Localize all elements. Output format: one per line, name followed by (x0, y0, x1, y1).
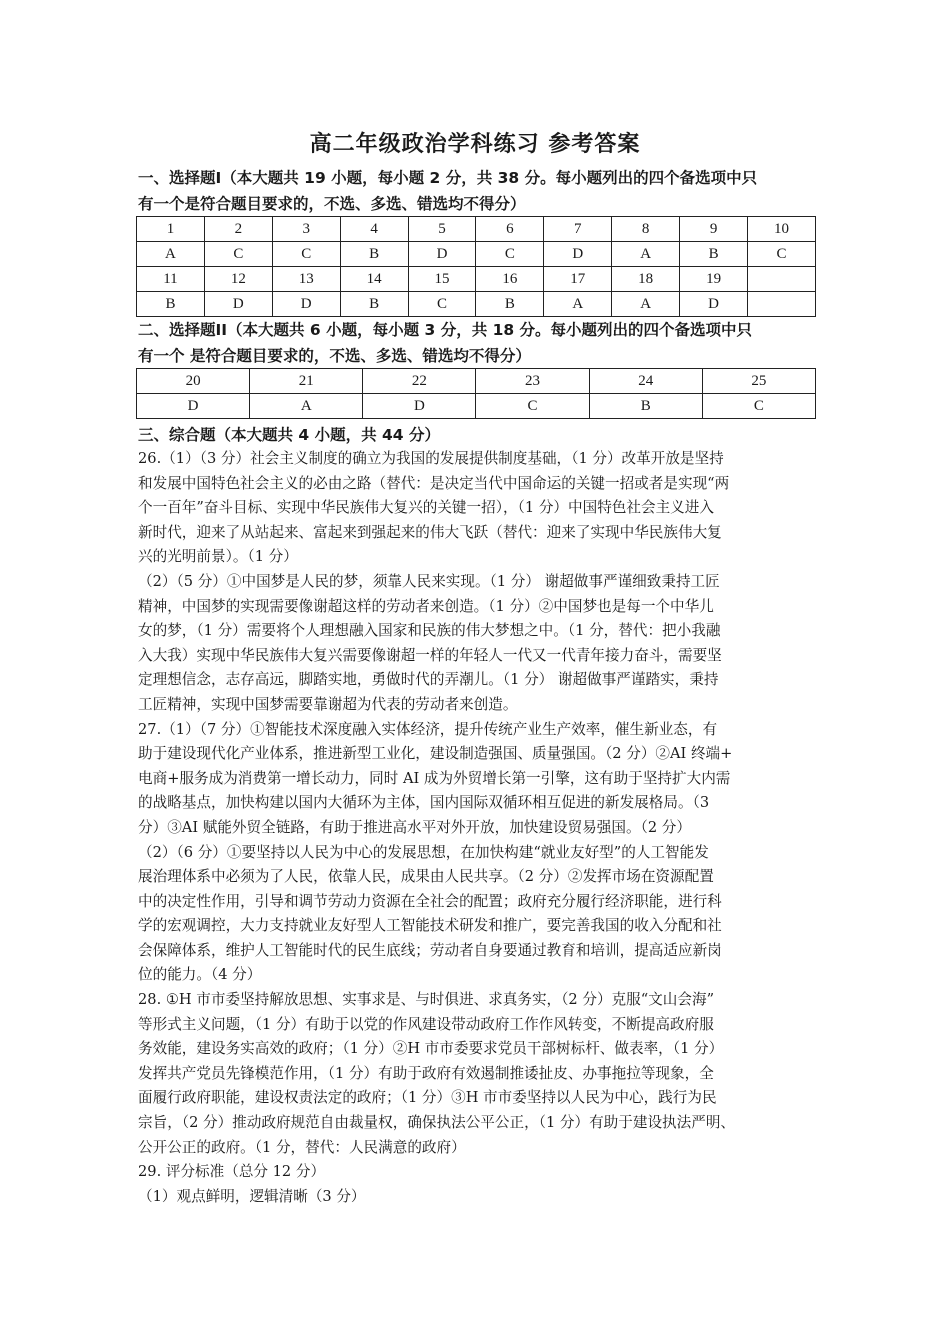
answer-cell: D (408, 242, 476, 267)
answer-cell: 14 (340, 267, 408, 292)
answer-cell: C (702, 394, 815, 419)
section1-heading-line: 一、选择题I（本大题共 19 小题，每小题 2 分，共 38 分。每小题列出的四个备选项中只 (138, 169, 758, 187)
answer-text-line: 26.（1）（3 分）社会主义制度的确立为我国的发展提供制度基础，（1 分）改革开放是坚持 (138, 450, 724, 467)
answer-text-line: 新时代，迎来了从站起来、富起来到强起来的伟大飞跃（替代：迎来了实现中华民族伟大复 (138, 523, 722, 541)
answer-cell: 25 (702, 369, 815, 394)
answer-text-line: 公开公正的政府。（1 分，替代：人民满意的政府） (138, 1138, 466, 1156)
answer-text-line: 助于建设现代化产业体系，推进新型工业化，建设制造强国、质量强国。（2 分）②AI 终端+ (138, 745, 733, 763)
answer-cell: D (137, 394, 250, 419)
answer-text-line: 29. 评分标准（总分 12 分） (138, 1163, 326, 1181)
answer-cell: 4 (340, 217, 408, 242)
answer-cell: 3 (272, 217, 340, 242)
answer-cell: B (589, 394, 702, 419)
answer-text-line: 电商+服务成为消费第一增长动力，同时 AI 成为外贸增长第一引擎，这有助于坚持扩大内需 (138, 769, 731, 787)
answer-text-line: 位的能力。（4 分） (138, 966, 262, 984)
answer-text-line: （1）观点鲜明，逻辑清晰（3 分） (138, 1187, 366, 1205)
answer-cell: 19 (680, 267, 748, 292)
answer-cell: 16 (476, 267, 544, 292)
answer-cell: 9 (680, 217, 748, 242)
section1-heading (138, 165, 818, 217)
section2-answer-table (136, 368, 816, 419)
section2-heading-line: 有一个 是符合题目要求的，不选、多选、错选均不得分） (138, 347, 531, 365)
answer-cell: 10 (748, 217, 816, 242)
answer-text-line: （2）（5 分）①中国梦是人民的梦，须靠人民来实现。（1 分） 谢超做事严谨细致秉持工匠 (138, 572, 720, 590)
answer-cell: 6 (476, 217, 544, 242)
answer-text-line: 学的宏观调控，大力支持就业友好型人工智能技术研发和推广，要完善我国的收入分配和社 (138, 917, 722, 935)
answer-text-line: 27.（1）（7 分）①智能技术深度融入实体经济，提升传统产业生产效率，催生新业态，有 (138, 720, 718, 738)
answer-text-line: 发挥共产党员先锋模范作用，（1 分）有助于政府有效遏制推诿扯皮、办事拖拉等现象，全 (138, 1064, 714, 1082)
answer-cell: 12 (204, 267, 272, 292)
answer-text-line: 28. ①H 市市委坚持解放思想、实事求是、与时俱进、求真务实，（2 分）克服“文山会海” (138, 991, 715, 1009)
answer-cell: 21 (250, 369, 363, 394)
answer-cell: 20 (137, 369, 250, 394)
answer-cell: A (137, 242, 205, 267)
answer-cell (748, 292, 816, 317)
answer-cell: B (137, 292, 205, 317)
answer-text-line: 和发展中国特色社会主义的必由之路（替代：是决定当代中国命运的关键一招或者是实现“两 (138, 474, 730, 492)
section2-heading (138, 317, 818, 369)
answer-table-row (137, 394, 816, 419)
answer-text-line: 的战略基点，加快构建以国内大循环为主体，国内国际双循环相互促进的新发展格局。（3 (138, 794, 710, 812)
section3-heading: 三、综合题（本大题共 4 小题，共 44 分） (138, 426, 440, 444)
answer-table-row (137, 267, 816, 292)
answer-cell: 17 (544, 267, 612, 292)
answer-cell: B (340, 292, 408, 317)
answer-text-line: 面履行政府职能，建设权责法定的政府；（1 分）③H 市市委坚持以人民为中心，践行为民 (138, 1089, 717, 1107)
answer-cell: 7 (544, 217, 612, 242)
answer-cell: C (272, 242, 340, 267)
answer-cell: 1 (137, 217, 205, 242)
answer-table-row (137, 292, 816, 317)
answer-text-line: 务效能，建设务实高效的政府；（1 分）②H 市市委要求党员干部树标杆、做表率，（1 分） (138, 1040, 724, 1058)
answer-cell: B (680, 242, 748, 267)
page-title: 高二年级政治学科练习 参考答案 (309, 132, 641, 157)
answer-cell: 5 (408, 217, 476, 242)
section2-heading-line: 二、选择题II（本大题共 6 小题，每小题 3 分，共 18 分。每小题列出的四个备选项中只 (138, 321, 753, 339)
answer-text-line: 兴的光明前景）。（1 分） (138, 548, 298, 566)
answer-cell: 24 (589, 369, 702, 394)
section3-answers (138, 447, 828, 1209)
answer-table-row (137, 242, 816, 267)
answer-text-line: 会保障体系，维护人工智能时代的民生底线；劳动者自身要通过教育和培训，提高适应新岗 (138, 941, 722, 959)
answer-cell: D (544, 242, 612, 267)
answer-cell: D (680, 292, 748, 317)
section1-answer-table (136, 216, 816, 317)
answer-cell: 23 (476, 369, 589, 394)
answer-cell: 8 (612, 217, 680, 242)
section1-heading-line: 有一个是符合题目要求的，不选、多选、错选均不得分） (138, 195, 526, 213)
answer-cell: 15 (408, 267, 476, 292)
answer-text-line: 工匠精神，实现中国梦需要靠谢超为代表的劳动者来创造。 (138, 695, 518, 713)
answer-text-line: 精神，中国梦的实现需要像谢超这样的劳动者来创造。（1 分）②中国梦也是每一个中华儿 (138, 597, 714, 615)
answer-cell: C (748, 242, 816, 267)
answer-cell: B (476, 292, 544, 317)
answer-text-line: （2）（6 分）①要坚持以人民为中心的发展思想，在加快构建“就业友好型”的人工智能发 (138, 843, 709, 861)
answer-cell: B (340, 242, 408, 267)
answer-text-line: 入大我）实现中华民族伟大复兴需要像谢超一样的年轻人一代又一代青年接力奋斗，需要坚 (138, 646, 722, 664)
answer-text-line: 女的梦，（1 分）需要将个人理想融入国家和民族的伟大梦想之中。（1 分，替代：把小我融 (138, 622, 721, 640)
answer-text-line: 等形式主义问题，（1 分）有助于以党的作风建设带动政府工作作风转变，不断提高政府服 (138, 1015, 714, 1033)
answer-cell: A (612, 242, 680, 267)
answer-cell: C (204, 242, 272, 267)
answer-cell: 22 (363, 369, 476, 394)
answer-cell: D (363, 394, 476, 419)
answer-cell: C (476, 242, 544, 267)
answer-cell: A (612, 292, 680, 317)
answer-cell: 13 (272, 267, 340, 292)
answer-cell: D (272, 292, 340, 317)
answer-text-line: 个一百年”奋斗目标、实现中华民族伟大复兴的关键一招），（1 分）中国特色社会主义进入 (138, 499, 714, 517)
answer-table-row (137, 217, 816, 242)
answer-cell: 2 (204, 217, 272, 242)
answer-cell: 18 (612, 267, 680, 292)
answer-cell: C (476, 394, 589, 419)
answer-cell: A (544, 292, 612, 317)
answer-cell: C (408, 292, 476, 317)
answer-cell: A (250, 394, 363, 419)
answer-text-line: 宗旨，（2 分）推动政府规范自由裁量权，确保执法公平公正，（1 分）有助于建设执法严明、 (138, 1114, 736, 1132)
answer-text-line: 分）③AI 赋能外贸全链路，有助于推进高水平对外开放，加快建设贸易强国。（2 分） (138, 818, 691, 836)
answer-cell: 11 (137, 267, 205, 292)
answer-text-line: 中的决定性作用，引导和调节劳动力资源在全社会的配置；政府充分履行经济职能，进行科 (138, 892, 722, 910)
answer-table-row (137, 369, 816, 394)
answer-cell (748, 267, 816, 292)
answer-text-line: 展治理体系中必须为了人民，依靠人民，成果由人民共享。（2 分）②发挥市场在资源配置 (138, 868, 714, 886)
answer-text-line: 定理想信念，志存高远，脚踏实地，勇做时代的弄潮儿。（1 分） 谢超做事严谨踏实，秉持 (138, 671, 719, 689)
answer-cell: D (204, 292, 272, 317)
